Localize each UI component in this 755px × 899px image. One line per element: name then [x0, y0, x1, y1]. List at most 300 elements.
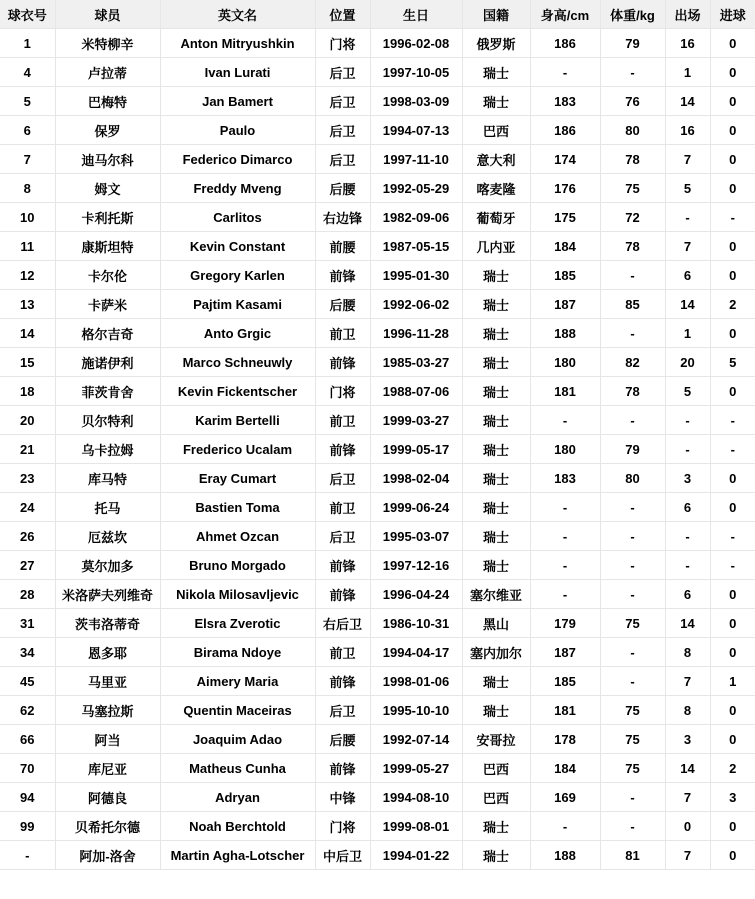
cell: 厄兹坎 [55, 522, 160, 551]
cell: 14 [0, 319, 55, 348]
cell: 184 [530, 754, 600, 783]
cell: 78 [600, 145, 665, 174]
cell: 前卫 [315, 406, 370, 435]
cell: 1994-01-22 [370, 841, 462, 870]
cell: 库马特 [55, 464, 160, 493]
cell: Martin Agha-Lotscher [160, 841, 315, 870]
cell: 6 [665, 580, 710, 609]
cell: 21 [0, 435, 55, 464]
cell: - [530, 493, 600, 522]
cell: 78 [600, 232, 665, 261]
cell: 阿当 [55, 725, 160, 754]
cell: - [710, 203, 755, 232]
cell: 0 [710, 232, 755, 261]
cell: 瑞士 [462, 841, 530, 870]
cell: 5 [665, 174, 710, 203]
cell: 80 [600, 116, 665, 145]
table-row [0, 319, 755, 348]
cell: 格尔吉奇 [55, 319, 160, 348]
cell: - [600, 493, 665, 522]
column-header-3: 位置 [315, 0, 370, 29]
cell: 7 [665, 667, 710, 696]
cell: 瑞士 [462, 87, 530, 116]
cell: 178 [530, 725, 600, 754]
cell: 27 [0, 551, 55, 580]
cell: Carlitos [160, 203, 315, 232]
cell: 黑山 [462, 609, 530, 638]
cell: 8 [665, 638, 710, 667]
cell: 20 [0, 406, 55, 435]
cell: 14 [665, 754, 710, 783]
cell: 7 [665, 232, 710, 261]
cell: 喀麦隆 [462, 174, 530, 203]
cell: 3 [665, 464, 710, 493]
cell: 塞内加尔 [462, 638, 530, 667]
cell: Federico Dimarco [160, 145, 315, 174]
table-row [0, 580, 755, 609]
cell: 贝希托尔德 [55, 812, 160, 841]
cell: 70 [0, 754, 55, 783]
cell: 1996-02-08 [370, 29, 462, 58]
table-row [0, 116, 755, 145]
column-header-0: 球衣号 [0, 0, 55, 29]
cell: 中锋 [315, 783, 370, 812]
table-row [0, 58, 755, 87]
cell: 185 [530, 667, 600, 696]
cell: 托马 [55, 493, 160, 522]
cell: 瑞士 [462, 261, 530, 290]
cell: 181 [530, 696, 600, 725]
table-row [0, 435, 755, 464]
cell: 卡尔伦 [55, 261, 160, 290]
column-header-4: 生日 [370, 0, 462, 29]
cell: 1996-04-24 [370, 580, 462, 609]
table-row [0, 348, 755, 377]
table-row [0, 377, 755, 406]
cell: 1999-05-17 [370, 435, 462, 464]
cell: 10 [0, 203, 55, 232]
cell: Frederico Ucalam [160, 435, 315, 464]
table-row [0, 696, 755, 725]
cell: 贝尔特利 [55, 406, 160, 435]
cell: 80 [600, 464, 665, 493]
cell: 1998-02-04 [370, 464, 462, 493]
cell: 1999-05-27 [370, 754, 462, 783]
cell: 后腰 [315, 725, 370, 754]
cell: 184 [530, 232, 600, 261]
cell: 23 [0, 464, 55, 493]
cell: 7 [665, 783, 710, 812]
cell: Joaquim Adao [160, 725, 315, 754]
cell: 右边锋 [315, 203, 370, 232]
cell: 18 [0, 377, 55, 406]
table-row [0, 841, 755, 870]
cell: 俄罗斯 [462, 29, 530, 58]
cell: - [665, 203, 710, 232]
cell: 前卫 [315, 493, 370, 522]
cell: Elsra Zverotic [160, 609, 315, 638]
cell: - [710, 435, 755, 464]
cell: 库尼亚 [55, 754, 160, 783]
cell: 14 [665, 290, 710, 319]
cell: 恩多耶 [55, 638, 160, 667]
cell: 0 [710, 696, 755, 725]
cell: 24 [0, 493, 55, 522]
cell: 瑞士 [462, 290, 530, 319]
cell: 8 [665, 696, 710, 725]
cell: 0 [710, 493, 755, 522]
cell: 1999-08-01 [370, 812, 462, 841]
cell: 前卫 [315, 319, 370, 348]
cell: 186 [530, 29, 600, 58]
table-row [0, 638, 755, 667]
cell: Bruno Morgado [160, 551, 315, 580]
cell: 门将 [315, 377, 370, 406]
table-row [0, 87, 755, 116]
cell: 16 [665, 29, 710, 58]
cell: 卢拉蒂 [55, 58, 160, 87]
cell: 0 [710, 261, 755, 290]
cell: 葡萄牙 [462, 203, 530, 232]
table-row [0, 174, 755, 203]
cell: 1985-03-27 [370, 348, 462, 377]
cell: 瑞士 [462, 464, 530, 493]
cell: - [600, 551, 665, 580]
cell: 塞尔维亚 [462, 580, 530, 609]
cell: 181 [530, 377, 600, 406]
cell: Aimery Maria [160, 667, 315, 696]
cell: - [665, 551, 710, 580]
cell: 183 [530, 87, 600, 116]
table-row [0, 783, 755, 812]
cell: 前锋 [315, 261, 370, 290]
cell: - [530, 58, 600, 87]
cell: 瑞士 [462, 493, 530, 522]
cell: - [600, 261, 665, 290]
cell: 0 [710, 638, 755, 667]
cell: 后卫 [315, 116, 370, 145]
cell: 186 [530, 116, 600, 145]
cell: 26 [0, 522, 55, 551]
cell: 66 [0, 725, 55, 754]
cell: 1992-06-02 [370, 290, 462, 319]
table-row [0, 145, 755, 174]
cell: 183 [530, 464, 600, 493]
cell: - [710, 522, 755, 551]
cell: 31 [0, 609, 55, 638]
cell: - [530, 406, 600, 435]
table-row [0, 725, 755, 754]
cell: 1 [0, 29, 55, 58]
cell: 1995-01-30 [370, 261, 462, 290]
cell: 瑞士 [462, 551, 530, 580]
cell: 右后卫 [315, 609, 370, 638]
cell: Anto Grgic [160, 319, 315, 348]
cell: - [600, 406, 665, 435]
cell: Pajtim Kasami [160, 290, 315, 319]
table-row [0, 203, 755, 232]
cell: 1998-03-09 [370, 87, 462, 116]
cell: 75 [600, 609, 665, 638]
cell: 0 [710, 377, 755, 406]
cell: 1987-05-15 [370, 232, 462, 261]
cell: 8 [0, 174, 55, 203]
cell: 1992-05-29 [370, 174, 462, 203]
table-header [0, 0, 755, 29]
cell: 78 [600, 377, 665, 406]
cell: 前锋 [315, 580, 370, 609]
cell: Freddy Mveng [160, 174, 315, 203]
cell: 中后卫 [315, 841, 370, 870]
cell: 75 [600, 696, 665, 725]
cell: - [530, 522, 600, 551]
cell: 1997-12-16 [370, 551, 462, 580]
cell: 几内亚 [462, 232, 530, 261]
cell: 76 [600, 87, 665, 116]
cell: 施诺伊利 [55, 348, 160, 377]
cell: - [0, 841, 55, 870]
table-row [0, 754, 755, 783]
cell: 11 [0, 232, 55, 261]
cell: 4 [0, 58, 55, 87]
cell: - [600, 783, 665, 812]
header-row [0, 0, 755, 29]
cell: 1998-01-06 [370, 667, 462, 696]
cell: 82 [600, 348, 665, 377]
cell: 茨韦洛蒂奇 [55, 609, 160, 638]
cell: Ivan Lurati [160, 58, 315, 87]
cell: 0 [710, 145, 755, 174]
cell: 180 [530, 435, 600, 464]
cell: Birama Ndoye [160, 638, 315, 667]
cell: 1 [665, 319, 710, 348]
cell: - [710, 406, 755, 435]
cell: 后腰 [315, 290, 370, 319]
cell: 前锋 [315, 667, 370, 696]
cell: 前腰 [315, 232, 370, 261]
cell: 0 [710, 174, 755, 203]
cell: 后卫 [315, 58, 370, 87]
cell: 15 [0, 348, 55, 377]
cell: 意大利 [462, 145, 530, 174]
cell: 0 [710, 464, 755, 493]
cell: 85 [600, 290, 665, 319]
cell: 99 [0, 812, 55, 841]
cell: 75 [600, 174, 665, 203]
cell: 14 [665, 609, 710, 638]
cell: - [530, 551, 600, 580]
cell: 169 [530, 783, 600, 812]
cell: Marco Schneuwly [160, 348, 315, 377]
cell: Bastien Toma [160, 493, 315, 522]
cell: 瑞士 [462, 812, 530, 841]
cell: 姆文 [55, 174, 160, 203]
column-header-6: 身高/cm [530, 0, 600, 29]
cell: 前锋 [315, 435, 370, 464]
cell: 前卫 [315, 638, 370, 667]
cell: 米洛萨夫列维奇 [55, 580, 160, 609]
cell: - [600, 522, 665, 551]
table-row [0, 493, 755, 522]
cell: 1982-09-06 [370, 203, 462, 232]
cell: 1986-10-31 [370, 609, 462, 638]
cell: Kevin Constant [160, 232, 315, 261]
cell: 62 [0, 696, 55, 725]
cell: 瑞士 [462, 406, 530, 435]
cell: 0 [710, 609, 755, 638]
cell: 1994-07-13 [370, 116, 462, 145]
cell: - [710, 551, 755, 580]
cell: 7 [665, 841, 710, 870]
table-body [0, 29, 755, 870]
cell: 6 [0, 116, 55, 145]
cell: 1994-04-17 [370, 638, 462, 667]
cell: 前锋 [315, 551, 370, 580]
cell: 179 [530, 609, 600, 638]
table-row [0, 261, 755, 290]
table-row [0, 29, 755, 58]
cell: Eray Cumart [160, 464, 315, 493]
cell: 188 [530, 841, 600, 870]
cell: 72 [600, 203, 665, 232]
cell: - [600, 812, 665, 841]
cell: Matheus Cunha [160, 754, 315, 783]
cell: Quentin Maceiras [160, 696, 315, 725]
cell: 187 [530, 290, 600, 319]
cell: Karim Bertelli [160, 406, 315, 435]
cell: 1992-07-14 [370, 725, 462, 754]
column-header-5: 国籍 [462, 0, 530, 29]
cell: - [600, 58, 665, 87]
cell: 1996-11-28 [370, 319, 462, 348]
cell: 1997-11-10 [370, 145, 462, 174]
cell: 0 [710, 29, 755, 58]
cell: 1988-07-06 [370, 377, 462, 406]
cell: - [600, 580, 665, 609]
cell: 14 [665, 87, 710, 116]
column-header-9: 进球 [710, 0, 755, 29]
cell: 阿德良 [55, 783, 160, 812]
cell: 门将 [315, 812, 370, 841]
table-row [0, 667, 755, 696]
cell: 卡利托斯 [55, 203, 160, 232]
cell: 巴西 [462, 783, 530, 812]
cell: 0 [710, 725, 755, 754]
cell: Jan Bamert [160, 87, 315, 116]
cell: 康斯坦特 [55, 232, 160, 261]
cell: 5 [710, 348, 755, 377]
cell: 45 [0, 667, 55, 696]
cell: 1 [665, 58, 710, 87]
cell: 20 [665, 348, 710, 377]
cell: Adryan [160, 783, 315, 812]
cell: 1 [710, 667, 755, 696]
cell: Gregory Karlen [160, 261, 315, 290]
cell: 巴梅特 [55, 87, 160, 116]
cell: - [530, 812, 600, 841]
cell: 2 [710, 754, 755, 783]
cell: Noah Berchtold [160, 812, 315, 841]
cell: 0 [710, 116, 755, 145]
cell: 瑞士 [462, 696, 530, 725]
table-row [0, 812, 755, 841]
cell: 瑞士 [462, 348, 530, 377]
cell: 1995-10-10 [370, 696, 462, 725]
cell: 7 [0, 145, 55, 174]
cell: - [665, 522, 710, 551]
cell: - [665, 435, 710, 464]
cell: 马塞拉斯 [55, 696, 160, 725]
cell: 0 [710, 87, 755, 116]
cell: Kevin Fickentscher [160, 377, 315, 406]
table-row [0, 290, 755, 319]
cell: 瑞士 [462, 377, 530, 406]
cell: 后卫 [315, 522, 370, 551]
cell: - [600, 638, 665, 667]
column-header-8: 出场 [665, 0, 710, 29]
cell: 0 [710, 319, 755, 348]
cell: 1994-08-10 [370, 783, 462, 812]
cell: 菲茨肯舍 [55, 377, 160, 406]
cell: 后卫 [315, 464, 370, 493]
cell: 187 [530, 638, 600, 667]
cell: 前锋 [315, 754, 370, 783]
cell: 94 [0, 783, 55, 812]
cell: Anton Mitryushkin [160, 29, 315, 58]
cell: 门将 [315, 29, 370, 58]
column-header-2: 英文名 [160, 0, 315, 29]
cell: 1999-06-24 [370, 493, 462, 522]
cell: 后腰 [315, 174, 370, 203]
cell: 瑞士 [462, 58, 530, 87]
cell: 卡萨米 [55, 290, 160, 319]
cell: 巴西 [462, 754, 530, 783]
table-row [0, 464, 755, 493]
cell: 0 [665, 812, 710, 841]
cell: 乌卡拉姆 [55, 435, 160, 464]
cell: - [600, 667, 665, 696]
table-row [0, 522, 755, 551]
cell: 3 [710, 783, 755, 812]
column-header-7: 体重/kg [600, 0, 665, 29]
cell: 175 [530, 203, 600, 232]
cell: 81 [600, 841, 665, 870]
cell: 0 [710, 58, 755, 87]
cell: 瑞士 [462, 667, 530, 696]
cell: 阿加-洛舍 [55, 841, 160, 870]
table-row [0, 551, 755, 580]
cell: 后卫 [315, 87, 370, 116]
cell: 前锋 [315, 348, 370, 377]
cell: 1995-03-07 [370, 522, 462, 551]
table-row [0, 406, 755, 435]
cell: 3 [665, 725, 710, 754]
cell: 马里亚 [55, 667, 160, 696]
cell: 180 [530, 348, 600, 377]
column-header-1: 球员 [55, 0, 160, 29]
cell: 瑞士 [462, 522, 530, 551]
cell: 后卫 [315, 696, 370, 725]
cell: 75 [600, 754, 665, 783]
cell: 34 [0, 638, 55, 667]
cell: - [665, 406, 710, 435]
table-row [0, 609, 755, 638]
cell: Paulo [160, 116, 315, 145]
cell: 0 [710, 841, 755, 870]
cell: - [530, 580, 600, 609]
cell: 米特柳辛 [55, 29, 160, 58]
cell: 瑞士 [462, 435, 530, 464]
